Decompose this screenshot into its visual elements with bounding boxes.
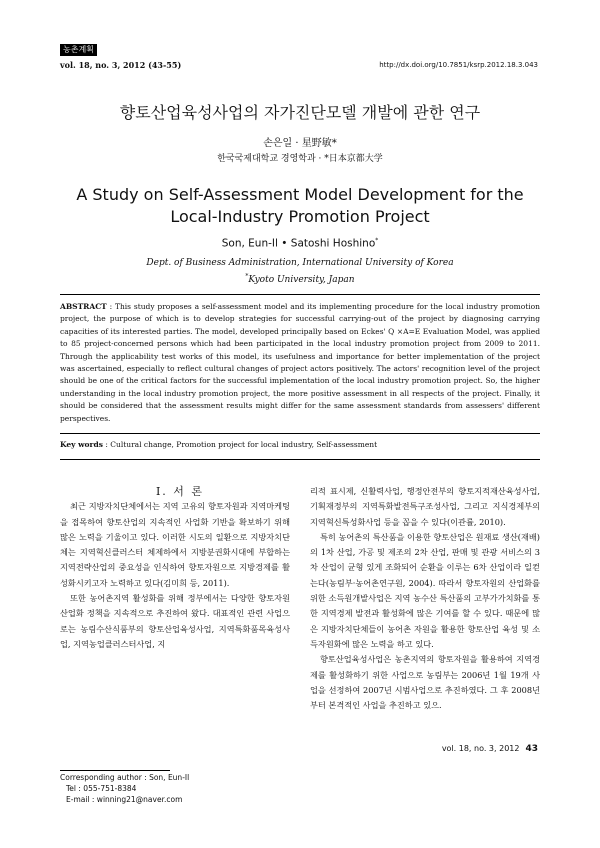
author-mark: * xyxy=(375,237,379,244)
corresponding-author-name: Corresponding author : Son, Eun-Il xyxy=(60,773,190,782)
abstract-top-rule xyxy=(60,294,540,295)
english-affiliation-line-2-text: Kyoto University, Japan xyxy=(248,275,355,285)
keywords-rule xyxy=(60,459,540,460)
korean-authors: 손은일 · 星野敏* xyxy=(263,138,337,149)
paragraph: 향토산업육성사업은 농촌지역의 향토자원을 활용하여 지역경제를 활성화하기 위한 사업으로 농림부는 2006년 1월 19개 사업을 선정하여 2007년 시범사업으로 추진하였다. 그 후 2008년부터 본격적인 사업을 추진하고 있으. xyxy=(310,654,540,711)
footnote-rule xyxy=(60,770,170,771)
english-title xyxy=(0,184,600,228)
korean-title: 향토산업육성사업의 자가진단모델 개발에 관한 연구 xyxy=(119,103,481,122)
english-affiliation-line-2 xyxy=(0,270,600,287)
english-title-line-1: A Study on Self-Assessment Model Development for the xyxy=(76,185,524,204)
abstract-label: ABSTRACT xyxy=(60,302,107,311)
corresponding-author xyxy=(60,772,189,805)
footer-volume: vol. 18, no. 3, 2012 xyxy=(441,744,520,753)
corresponding-tel: Tel : 055-751-8384 xyxy=(66,784,137,793)
keywords-label: Key words xyxy=(60,440,103,449)
page-number: 43 xyxy=(525,744,538,754)
keywords xyxy=(60,440,540,449)
korean-affiliation: 한국국제대학교 경영학과 · *日本京都大学 xyxy=(217,154,383,164)
english-affiliation-line-1: Dept. of Business Administration, International University of Korea xyxy=(146,258,454,268)
english-title-line-2: Local-Industry Promotion Project xyxy=(170,207,430,226)
doi-link[interactable]: http://dx.doi.org/10.7851/ksrp.2012.18.3.043 xyxy=(379,61,538,69)
paragraph: 최근 지방자치단체에서는 지역 고유의 향토자원과 지역마케팅을 접목하여 향토산업의 지속적인 사업화 기반을 확보하기 위해 많은 노력을 기울이고 있다. 이러한 시도의 일환으로 지방자치단체는 지역혁신클러스터 체제하에서 지방분권화시대에 부합하는 지역전략산업의 중요성을 인식하여 향토자원으로 지방경제를 활성화시키고자 노력하고 있다(김미희 등, 2011). xyxy=(60,501,290,588)
abstract-bottom-rule xyxy=(60,433,540,434)
english-authors xyxy=(0,237,600,250)
right-column xyxy=(310,484,540,713)
section-heading: Ⅰ. 서 론 xyxy=(155,485,205,498)
page-footer xyxy=(442,744,538,754)
left-column xyxy=(60,484,290,652)
english-authors-text: Son, Eun-Il • Satoshi Hoshino xyxy=(221,237,376,250)
paragraph: 리적 표시제, 신활력사업, 행정안전부의 향토지적재산육성사업, 기획재정부의 지역특화발전특구조성사업, 그리고 지식경제부의 지역혁신특성화사업 등을 꼽을 수 있다(이관률, 2010). xyxy=(310,486,540,527)
abstract-text: : This study proposes a self-assessment model and its implementing procedure for the local industry promotion project, the purpose of which is to develop strategies for successful carrying-out of the project by diagnosing carrying capacities of its interested parties. The model, developed principally based on Eckes' Q ×A=E Evaluation Model, was applied to 85 project-concerned persons which had been participated in the local industry promotion project from 2009 to 2011. Through the applicability test works of this model, its usefulness and importance for better implementation of the project was ascertained, especially to reflect cultural changes of project actors positively. The actors' recognition level of the project should be one of the critical factors for the successful implementation of the local industry promotion project. So, the higher understanding in the local industry promotion project, the more positive assessment in all respects of the project. Finally, it should be considered that the assessment results might differ for the same assessment standards from assessers' different perspectives. xyxy=(60,302,540,423)
paragraph: 특히 농어촌의 특산품을 이용한 향토산업은 원재료 생산(재배)의 1차 산업, 가공 및 제조의 2차 산업, 판매 및 관광 서비스의 3차 산업이 균형 있게 조화되어 순환을 이루는 6차 산업이라 일컫는다(농림부·농어촌연구원, 2004). 따라서 향토자원의 산업화를 위한 소득원개발사업은 지역 농수산 특산품의 고부가가치화를 통한 지역경제 발전과 활성화에 많은 기여를 할 수 있다. 때문에 많은 지방자치단체들이 농어촌 자원을 활용한 향토산업 육성 및 소득자원화에 많은 노력을 하고 있다. xyxy=(310,531,540,649)
abstract xyxy=(60,301,540,425)
keywords-text: : Cultural change, Promotion project for local industry, Self-assessment xyxy=(102,440,378,449)
journal-badge: 농촌계획 xyxy=(60,44,97,56)
volume-line: vol. 18, no. 3, 2012 (43-55) xyxy=(60,60,182,70)
corresponding-email[interactable]: E-mail : winning21@naver.com xyxy=(66,795,183,804)
affiliation-mark: * xyxy=(245,273,249,280)
english-affiliation xyxy=(0,256,600,287)
paragraph: 또한 농어촌지역 활성화를 위해 정부에서는 다양한 향토자원 산업화 정책을 지속적으로 추진하여 왔다. 대표적인 관련 사업으로는 농림수산식품부의 향토산업육성사업, 지역특화품목육성사업, 지역농업클러스터사업, 지 xyxy=(60,593,290,649)
